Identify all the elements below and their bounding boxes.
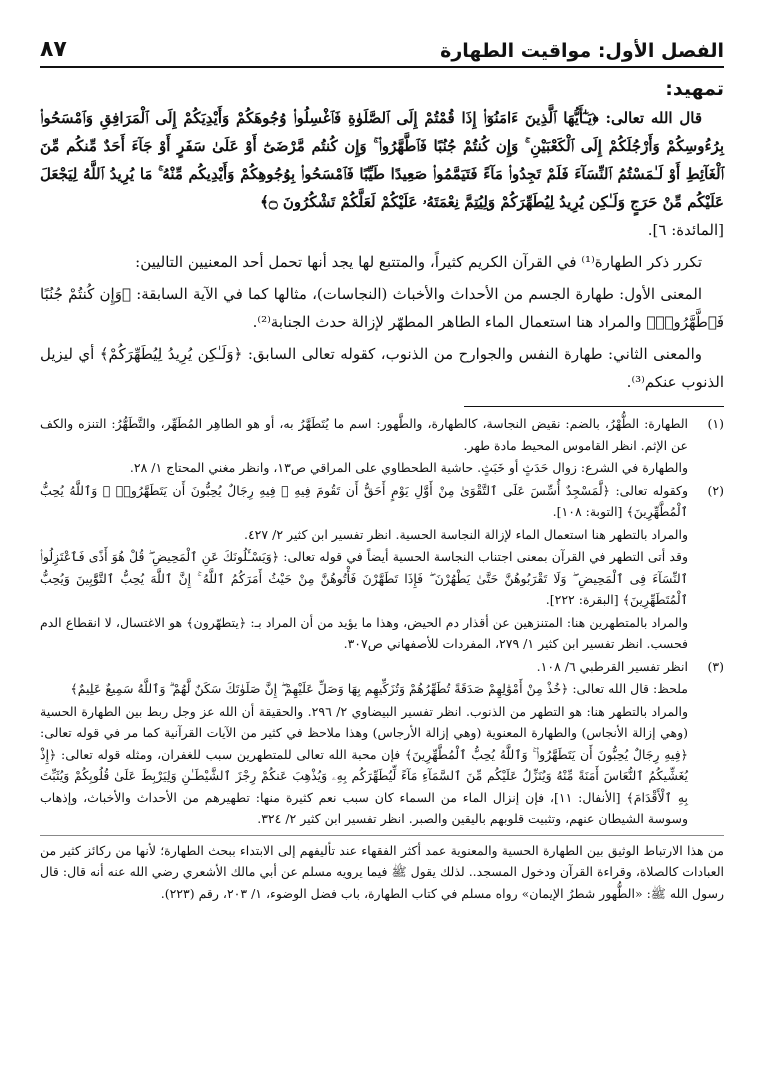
footnote-text: والمراد بالتطهر هنا استعمال الماء لإزالة النجاسة الحسية. انظر تفسير ابن كثير ٢/ ٤٢٧. xyxy=(243,526,688,542)
footnote-text: وقد أتى التطهر في القرآن بمعنى اجتناب النجاسة الحسية أيضاً في قوله تعالى: ﴿وَيَسْـَٔلُونَكَ عَنِ ٱلْمَحِيضِ ۖ قُلْ هُوَ أَذًى فَٱعْتَزِلُوا۟ ٱلنِّسَآءَ فِى ٱلْمَحِيضِ ۖ وَلَا تَقْرَبُوهُنَّ حَتَّىٰ يَطْهُرْنَ ۖ فَإِذَا تَطَهَّرْنَ فَأْتُوهُنَّ مِنْ حَيْثُ أَمَرَكُمُ ٱللَّهُ ۚ إِنَّ ٱللَّهَ يُحِبُّ ٱلتَّوَّٰبِينَ وَيُحِبُّ ٱلْمُتَطَهِّرِينَ﴾ [البقرة: ٢٢٢]. xyxy=(40,549,688,607)
closing-paragraph: من هذا الارتباط الوثيق بين الطهارة الحسية والمعنوية عمد أكثر الفقهاء عند تأليفهم إلى الابتداء ببحث الطهارة؛ لأنها من ركائز كثير من العبادات كالصلاة، وقراءة القرآن ودخول المسجد.. لذلك يقول ﷺ فيما يرويه مسلم عن أبي مالك الأشعري رضي الله عنه أنه قال: قال رسول الله ﷺ: «الطُّهور شطرُ الإيمان» رواه مسلم في كتاب الطهارة، باب فضل الوضوء، ١/ ٢٠٣، رقم (٢٢٣). xyxy=(40,842,724,901)
footnote-text: انظر تفسير القرطبي ٦/ ١٠٨. xyxy=(536,658,688,674)
footnote-separator xyxy=(464,406,724,407)
intro-verse: قال الله تعالى: ﴿يَـٰٓأَيُّهَا ٱلَّذِينَ ءَامَنُوٓا۟ إِذَا قُمْتُمْ إِلَى ٱلصَّلَوٰةِ فَٱغْسِلُوا۟ وُجُوهَكُمْ وَأَيْدِيَكُمْ إِلَى ٱلْمَرَافِقِ وَٱمْسَحُوا۟ بِرُءُوسِكُمْ وَأَرْجُلَكُمْ إِلَى ٱلْكَعْبَيْنِ ۚ وَإِن كُنتُمْ جُنُبًا فَٱطَّهَّرُوا۟ ۚ وَإِن كُنتُم مَّرْضَىٰٓ أَوْ عَلَىٰ سَفَرٍ أَوْ جَآءَ أَحَدٌ مِّنكُم مِّنَ ٱلْغَآئِطِ أَوْ لَـٰمَسْتُمُ ٱلنِّسَآءَ فَلَمْ تَجِدُوا۟ مَآءً فَتَيَمَّمُوا۟ صَعِيدًا طَيِّبًا فَٱمْسَحُوا۟ بِوُجُوهِكُمْ وَأَيْدِيكُم مِّنْهُ ۚ مَا يُرِيدُ ٱللَّهُ لِيَجْعَلَ عَلَيْكُم مِّنْ حَرَجٍ وَلَـٰكِن يُرِيدُ لِيُطَهِّرَكُمْ وَلِيُتِمَّ نِعْمَتَهُۥ عَلَيْكُمْ لَعَلَّكُمْ تَشْكُرُونَ ۝﴾ xyxy=(40,109,724,211)
page-header xyxy=(40,30,724,68)
footnote-text: ملحظ: قال الله تعالى: ﴿خُذْ مِنْ أَمْوَٰلِهِمْ صَدَقَةً تُطَهِّرُهُمْ وَتُزَكِّيهِم بِهَا وَصَلِّ عَلَيْهِمْ ۖ إِنَّ صَلَوٰتَكَ سَكَنٌ لَّهُمْ ۗ وَٱللَّهُ سَمِيعٌ عَلِيمٌ﴾ xyxy=(70,681,688,696)
footnote-text: الطهارة: الطُّهْرُ، بالضم: نقيض النجاسة، كالطهارة، والطَّهور: اسم ما يُتَطَهَّرُ به، أو هو الطاهِر المُطَهِّر، والتَّطَهُّرُ: التنزه والكف عن الإثم. انظر القاموس المحيط مادة طهر. xyxy=(40,416,688,453)
footnote-number: (٢) xyxy=(707,482,724,498)
footnote-1 xyxy=(40,413,724,480)
section-title: تمهيد: xyxy=(665,78,724,100)
paragraph-3: والمعنى الثاني: طهارة النفس والجوارح من الذنوب، كقوله تعالى السابق: ﴿وَلَـٰكِن يُرِيدُ لِيُطَهِّرَكُمْ﴾ أي ليزيل الذنوب عنكم⁽³⁾. xyxy=(40,345,724,391)
footnote-2 xyxy=(40,480,724,656)
closing-divider xyxy=(40,835,724,836)
paragraph-1: تكرر ذكر الطهارة⁽¹⁾ في القرآن الكريم كثيراً، والمتتبع لها يجد أنها تحمل أحد المعنيين التاليين: xyxy=(135,253,702,271)
footnote-text: والمراد بالمتطهرين هنا: المتنزهين عن أقذار دم الحيض، وهذا ما يؤيد من أن المراد بـ: ﴿يتطهّرون﴾ هو الاغتسال، لا انقطاع الدم فحسب. انظر تفسير ابن كثير ١/ ٢٧٩، المفردات للأصفهاني ص٣٠٧. xyxy=(40,614,688,651)
chapter-title: الفصل الأول: مواقيت الطهارة xyxy=(440,40,724,62)
book-page xyxy=(40,30,724,904)
paragraph-2: المعنى الأول: طهارة الجسم من الأحداث والأخباث (النجاسات)، مثالها كما في الآية السابقة: ﴿وَإِن كُنتُمْ جُنُبًا فَٱطَّهَّرُوا۟﴾ والمراد هنا استعمال الماء الطاهر المطهّر لإزالة حدث الجنابة⁽²⁾. xyxy=(40,285,724,331)
page-number: ٨٧ xyxy=(40,37,67,62)
footnote-number: (٣) xyxy=(707,658,724,674)
footnote-text: والمراد بالتطهر هنا: هو التطهر من الذنوب. انظر تفسير البيضاوي ٢/ ٢٩٦. والحقيقة أن الله عز وجل ربط بين الطهارة الحسية (وهي إزالة الأنجاس) والطهارة المعنوية (وهي إزالة الأرجاس) وهذا ملاحظ في كثير من الآيات القرآنية كما مر في قوله تعالى: ﴿فِيهِ رِجَالٌ يُحِبُّونَ أَن يَتَطَهَّرُوا۟ ۚ وَٱللَّهُ يُحِبُّ ٱلْمُطَّهِّرِينَ﴾ فإن محبة الله تعالى للمتطهرين سبب للغفران، ومثله قوله تعالى: ﴿إِذْ يُغَشِّيكُمُ ٱلنُّعَاسَ أَمَنَةً مِّنْهُ وَيُنَزِّلُ عَلَيْكُم مِّنَ ٱلسَّمَآءِ مَآءً لِّيُطَهِّرَكُم بِهِۦ وَيُذْهِبَ عَنكُمْ رِجْزَ ٱلشَّيْطَـٰنِ وَلِيَرْبِطَ عَلَىٰ قُلُوبِكُمْ وَيُثَبِّتَ بِهِ ٱلْأَقْدَامَ﴾ [الأنفال: ١١]، فإن إنزال الماء من السماء كان سبب نعم كثيرة منها: تطهيرهم من الأحداث والأخباث، وإذهاب وسوسة الشيطان عنهم، وتثبيت قلوبهم باليقين والصبر. انظر تفسير ابن كثير ٢/ ٣٢٤. xyxy=(40,703,688,826)
footnote-text: والطهارة في الشرع: زوال حَدَثٍ أو خَبَثٍ. حاشية الطحطاوي على المراقي ص١٣، وانظر مغني المحتاج ١/ ٢٨. xyxy=(129,460,688,475)
footnote-text: وكقوله تعالى: ﴿لَّمَسْجِدٌ أُسِّسَ عَلَى ٱلتَّقْوَىٰ مِنْ أَوَّلِ يَوْمٍ أَحَقُّ أَن تَقُومَ فِيهِ ۚ فِيهِ رِجَالٌ يُحِبُّونَ أَن يَتَطَهَّرُوا۟ ۚ وَٱللَّهُ يُحِبُّ ٱلْمُطَّهِّرِينَ﴾ [التوبة: ١٠٨]. xyxy=(40,482,688,519)
footnote-3 xyxy=(40,656,724,831)
intro-verse-reference: [المائدة: ٦]. xyxy=(647,221,724,239)
footnote-number: (١) xyxy=(707,416,724,431)
